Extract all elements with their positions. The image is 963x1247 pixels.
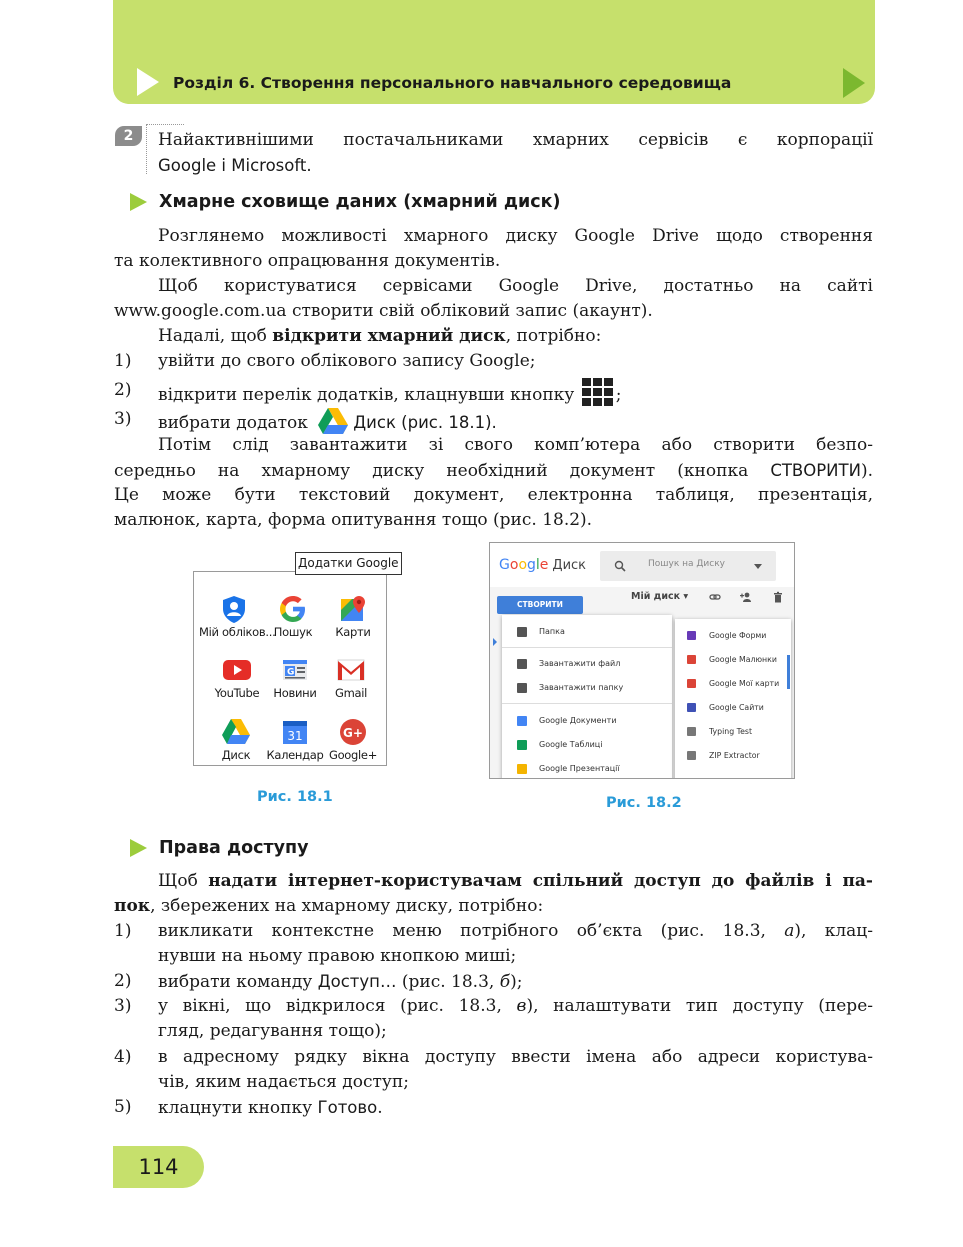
chevron-down-icon: [754, 564, 762, 569]
menu-divider: [502, 647, 672, 648]
upload-file-icon: [517, 659, 527, 669]
gplus-icon: [338, 717, 368, 747]
paragraph-line: малюнок, карта, форма опитування тощо (рис. 18.2).: [114, 510, 593, 530]
menu-item-my-maps[interactable]: Google Мої карти: [675, 677, 791, 693]
list-number: 2): [114, 971, 132, 991]
maps-pin-icon: [338, 594, 368, 624]
section-title: Хмарне сховище даних (хмарний диск): [159, 192, 561, 212]
list-number: 4): [114, 1047, 132, 1067]
drive-icon: [221, 717, 251, 747]
sites-icon: [687, 703, 696, 712]
forms-icon: [687, 631, 696, 640]
google-drive-screenshot: [489, 542, 795, 779]
section-title: Права доступу: [159, 838, 309, 858]
paragraph-line: Google і Microsoft.: [158, 156, 312, 175]
my-disk-dropdown[interactable]: Мій диск ▾: [631, 591, 689, 602]
zip-icon: [687, 751, 696, 760]
list-item: клацнути кнопку Готово.: [158, 1098, 383, 1118]
app-calendar[interactable]: 31 Календар: [260, 717, 330, 777]
list-number: 3): [114, 409, 132, 429]
search-placeholder: Пошук на Диску: [648, 559, 725, 569]
gmail-icon: [336, 655, 366, 685]
list-number: 2): [114, 380, 132, 400]
drive-topbar: [490, 543, 794, 587]
list-item: у вікні, що відкрилося (рис. 18.3, в), налаштувати тип доступу (пере-: [158, 996, 873, 1016]
calendar-icon: [280, 717, 310, 747]
app-youtube[interactable]: YouTube: [202, 655, 272, 715]
search-icon: [614, 560, 626, 572]
paragraph-line: Щоб надати інтернет-користувачам спільний доступ до файлів і па-: [158, 871, 873, 891]
paragraph-line: Потім слід завантажити зі свого комп’ютера або створити безпо-: [158, 435, 873, 455]
list-number: 1): [114, 921, 132, 941]
list-item: в адресному рядку вікна доступу ввести імена або адреси користува-: [158, 1047, 873, 1067]
menu-item-sites[interactable]: Google Сайти: [675, 701, 791, 717]
collapse-arrow-icon: [493, 638, 497, 646]
paragraph-line: Це може бути текстовий документ, електронна таблиця, презентація,: [114, 485, 873, 505]
menu-item-typing-test[interactable]: Typing Test: [675, 725, 791, 741]
youtube-icon: [222, 655, 252, 685]
sheets-icon: [517, 740, 527, 750]
list-item: відкрити перелік додатків, клацнувши кнопку ;: [158, 378, 873, 403]
paragraph-line: середньо на хмарному диску необхідний документ (кнопка СТВОРИТИ).: [114, 461, 873, 481]
app-gmail[interactable]: Gmail: [316, 655, 386, 715]
list-item: нувши на ньому правою кнопкою миші;: [158, 946, 517, 966]
menu-item-docs[interactable]: Google Документи: [502, 714, 672, 730]
figure-caption: Рис. 18.2: [606, 795, 682, 811]
paragraph-line: Найактивнішими постачальниками хмарних сервісів є корпорації: [158, 130, 873, 150]
svg-text:G+: G+: [343, 726, 363, 740]
menu-item-zip-extractor[interactable]: ZIP Extractor: [675, 749, 791, 765]
svg-text:31: 31: [287, 729, 303, 743]
list-number: 5): [114, 1097, 132, 1117]
paragraph-line: Розглянемо можливості хмарного диску Google Drive щодо створення: [158, 226, 873, 246]
account-shield-icon: [219, 594, 249, 624]
drive-icon: [317, 407, 349, 435]
link-icon[interactable]: [709, 591, 721, 603]
app-drive[interactable]: Диск: [201, 717, 271, 777]
more-apps-menu: [675, 619, 791, 779]
google-apps-panel: [193, 571, 387, 766]
list-item: викликати контекстне меню потрібного об’єкта (рис. 18.3, а), клац-: [158, 921, 873, 941]
play-arrow-icon: [843, 68, 865, 98]
menu-item-forms[interactable]: Google Форми: [675, 629, 791, 645]
svg-text:G: G: [287, 667, 295, 678]
paragraph-line: www.google.com.ua створити свій обліковий запис (акаунт).: [114, 301, 653, 321]
menu-item-sheets[interactable]: Google Таблиці: [502, 738, 672, 754]
app-gplus[interactable]: G+ Google+: [318, 717, 388, 777]
create-button[interactable]: СТВОРИТИ: [497, 596, 583, 614]
trash-icon[interactable]: [772, 591, 784, 603]
apps-grid-icon: [582, 378, 614, 406]
list-item: гляд, редагування тощо);: [158, 1021, 387, 1041]
menu-item-folder[interactable]: Папка: [502, 625, 672, 641]
list-item: вибрати команду Доступ… (рис. 18.3, б);: [158, 972, 523, 992]
chapter-title: Розділ 6. Створення персонального навчального середовища: [173, 74, 732, 92]
section-number-badge: 2: [115, 126, 142, 146]
paragraph-line: та колективного опрацювання документів.: [114, 251, 501, 271]
menu-item-upload-folder[interactable]: Завантажити папку: [502, 681, 672, 697]
list-item: увійти до свого облікового запису Google;: [158, 351, 536, 371]
list-number: 1): [114, 351, 132, 371]
menu-divider: [502, 703, 672, 704]
menu-item-drawings[interactable]: Google Малюнки: [675, 653, 791, 669]
figure-caption: Рис. 18.1: [257, 789, 333, 805]
figure-label: Додатки Google: [295, 552, 402, 575]
menu-item-slides[interactable]: Google Презентації: [502, 762, 672, 778]
my-maps-icon: [687, 679, 696, 688]
docs-icon: [517, 716, 527, 726]
play-arrow-icon: [137, 68, 159, 96]
add-person-icon[interactable]: [740, 591, 752, 603]
drive-search-input[interactable]: [600, 551, 776, 581]
drawings-icon: [687, 655, 696, 664]
page-number: 114: [113, 1146, 204, 1188]
paragraph-line: Надалі, щоб відкрити хмарний диск, потрібно:: [158, 326, 602, 346]
create-menu: [502, 615, 672, 779]
upload-folder-icon: [517, 683, 527, 693]
menu-item-upload-file[interactable]: Завантажити файл: [502, 657, 672, 673]
play-arrow-icon: [130, 839, 147, 857]
dotted-divider: [146, 124, 184, 125]
slides-icon: [517, 764, 527, 774]
paragraph-line: пок, збережених на хмарному диску, потрібно:: [114, 896, 544, 916]
news-icon: [280, 655, 310, 685]
app-search[interactable]: Пошук: [258, 594, 328, 654]
dotted-divider: [146, 124, 147, 174]
app-news[interactable]: G Новини: [260, 655, 330, 715]
menu-scrollbar[interactable]: [787, 655, 790, 689]
list-number: 3): [114, 996, 132, 1016]
app-account[interactable]: Мій обліков...: [199, 594, 269, 654]
list-item: чів, яким надається доступ;: [158, 1072, 409, 1092]
google-g-icon: [278, 594, 308, 624]
folder-icon: [517, 627, 527, 637]
keyboard-icon: [687, 727, 696, 736]
chapter-header: [113, 0, 875, 104]
play-arrow-icon: [130, 193, 147, 211]
paragraph-line: Щоб користуватися сервісами Google Drive, достатньо на сайті: [158, 276, 873, 296]
drive-logo: Google Диск: [499, 557, 587, 573]
list-item: вибрати додаток Диск (рис. 18.1).: [158, 407, 873, 432]
app-maps[interactable]: Карти: [318, 594, 388, 654]
